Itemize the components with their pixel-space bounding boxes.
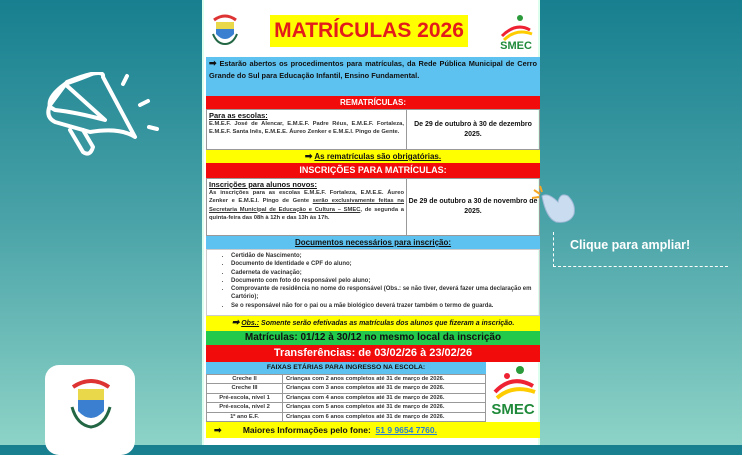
municipal-logo-card (45, 365, 135, 455)
faixas-table (206, 362, 486, 422)
rematriculas-schools: E.M.E.F. José de Alencar, E.M.E.F. Padre Réus, E.M.E.F. Fortaleza, E.M.E.F. Santa Inês, E.M.E.E. Áureo Zenker e E.M.E.I. Pingo de Gente. (209, 121, 404, 135)
documento-item: • Caderneta de vacinação; (231, 269, 539, 277)
faixa-level: Creche II (207, 375, 283, 384)
rematriculas-body (206, 109, 540, 150)
rematriculas-notice-text: As rematrículas são obrigatórias. (314, 152, 442, 161)
inscricoes-body (206, 178, 540, 236)
faixa-desc: Crianças com 6 anos completos até 31 de março de 2026. (283, 412, 486, 421)
inscricoes-text: As inscrições para as escolas E.M.E.F. Fortaleza, E.M.E.E. Áureo Zenker e E.M.E.I. Pingo de Gente (209, 190, 404, 205)
documentos-header (206, 236, 540, 249)
intro-text: Estarão abertos os procedimentos para matrículas, da Rede Pública Municipal de Cerro Grande do Sul para Educação Infantil, Ensino Fundamental. (209, 59, 537, 80)
smec-logo-large (487, 362, 540, 420)
faixa-desc: Crianças com 2 anos completos até 31 de março de 2026. (283, 375, 486, 384)
obs-label: Obs.: (241, 320, 260, 327)
arrow-icon: ➡ (304, 151, 313, 161)
obs-box (206, 316, 540, 331)
table-row (207, 375, 486, 384)
faixa-desc: Crianças com 3 anos completos até 31 de março de 2026. (283, 384, 486, 393)
inscricoes-header: INSCRIÇÕES PARA MATRÍCULAS: (206, 163, 540, 178)
documentos-header-text: Documentos necessários para inscrição: (294, 238, 452, 247)
table-row (207, 384, 486, 393)
arrow-icon: ➡ (214, 425, 222, 435)
intro-box (206, 57, 540, 96)
click-to-enlarge-label[interactable]: Clique para ampliar! (570, 238, 691, 252)
rematriculas-notice (206, 150, 540, 163)
inscricoes-smec-text: serão exclusivamente feitas na Secretaria Municipal de Educação e Cultura – SMEC (209, 198, 404, 213)
documento-item: • Certidão de Nascimento; (231, 252, 539, 260)
pointing-hand-icon (530, 182, 580, 227)
rematriculas-dates: De 29 de outubro à 30 de dezembro 2025. (414, 120, 532, 138)
faixa-desc: Crianças com 5 anos completos até 31 de março de 2026. (283, 403, 486, 412)
faixa-level: Creche III (207, 384, 283, 393)
inscricoes-subtitle: Inscrições para alunos novos: (209, 180, 317, 189)
poster-title: MATRÍCULAS 2026 (270, 15, 468, 47)
documentos-list (206, 249, 540, 316)
arrow-icon: ➡ (209, 58, 217, 68)
inscricoes-hours: , de segunda a quinta-feira das 08h à 12h e das 13h às 17h. (209, 206, 404, 221)
documento-item: • Se o responsável não for o pai ou a mãe biológico deverá trazer também o termo de guarda. (231, 302, 539, 310)
table-row (207, 393, 486, 402)
faixa-level: 1º ano E.F. (207, 412, 283, 421)
transferencias-line: Transferências: de 03/02/26 à 23/02/26 (206, 345, 540, 362)
enrollment-poster[interactable] (202, 0, 540, 445)
obs-text: Somente serão efetivadas as matrículas dos alunos que fizeram a inscrição. (259, 320, 515, 327)
arrow-icon: ➡ (231, 317, 240, 327)
footer-label: Maiores Informações pelo fone: (242, 425, 371, 435)
svg-text:SMEC: SMEC (500, 40, 532, 52)
faixa-level: Pré-escola, nível 2 (207, 403, 283, 412)
faixa-level: Pré-escola, nível 1 (207, 393, 283, 402)
phone-link[interactable]: 51 9 9654 7760. (375, 425, 437, 435)
documento-item: • Comprovante de residência no nome do responsável (Obs.: se não tiver, deverá fazer uma declaração em Cartório); (231, 285, 539, 302)
megaphone-icon (45, 72, 165, 187)
matriculas-line: Matrículas: 01/12 à 30/12 no mesmo local da inscrição (206, 331, 540, 345)
table-row (207, 403, 486, 412)
faixa-desc: Crianças com 4 anos completos até 31 de março de 2026. (283, 393, 486, 402)
smec-logo (496, 12, 536, 52)
documento-item: • Documento com foto do responsável pelo aluno; (231, 277, 539, 285)
rematriculas-header: REMATRÍCULAS: (206, 96, 540, 109)
faixas-header: FAIXAS ETÁRIAS PARA INGRESSO NA ESCOLA: (206, 362, 486, 374)
inscricoes-dates: De 29 de outubro a 30 de novembro de 2025. (408, 198, 538, 215)
table-row (207, 412, 486, 421)
footer-contact (206, 422, 540, 438)
documento-item: • Documento de Identidade e CPF do aluno; (231, 260, 539, 268)
municipal-crest-icon (211, 14, 239, 46)
svg-text:SMEC: SMEC (491, 401, 535, 418)
rematriculas-subtitle: Para as escolas: (209, 111, 268, 120)
municipal-crest-icon (69, 377, 113, 433)
